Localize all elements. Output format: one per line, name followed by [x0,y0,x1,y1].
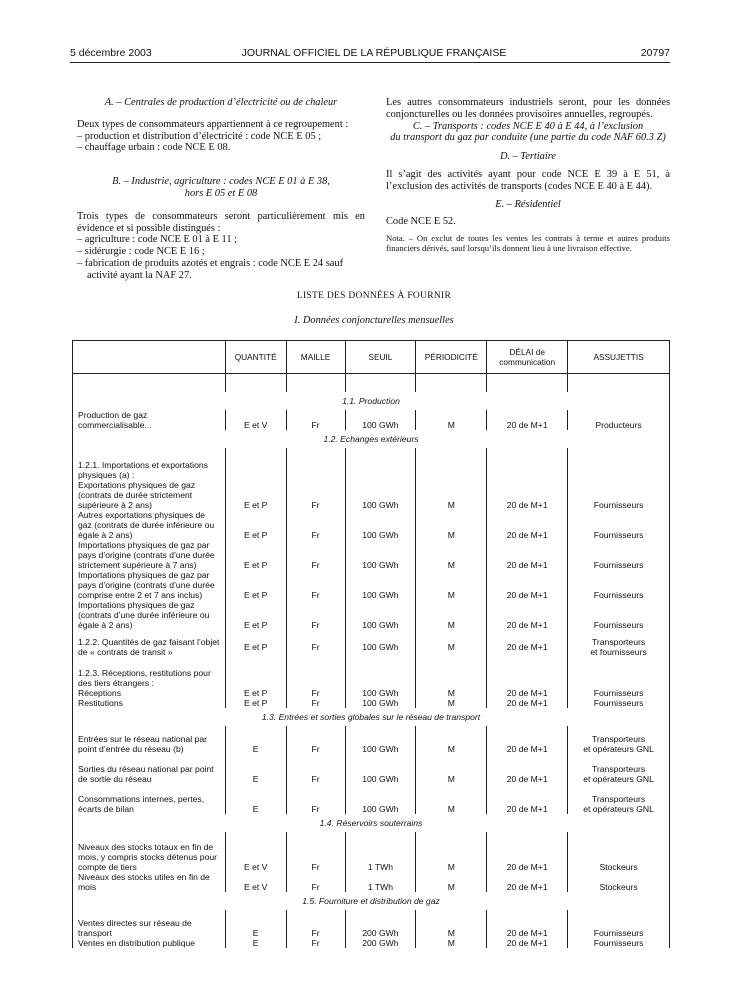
cell-seuil: 100 GWh [345,540,416,570]
row-label: Importations physiques de gaz (contrats d’une durée inférieure ou égale à 2 ans) [73,600,226,630]
header-periodicite: PÉRIODICITÉ [416,341,487,374]
cell-quantite: E et V [225,832,286,872]
cell-assujettis: Stockeurs [568,832,670,872]
cell-maille: Fr [286,600,345,630]
section-b-title-line2: hors E 05 et E 08 [184,187,258,199]
subsection-row [73,392,670,410]
header-rule [70,62,670,63]
row-label: Autres exportations physiques de gaz (contrats de durée inférieure ou égale à 2 ans) [73,510,226,540]
table-row [73,600,670,630]
section-a-intro: Deux types de consommateurs appartiennent à ce regroupement : [77,118,349,130]
table-row [73,410,670,430]
cell-seuil: 200 GWh [345,910,416,938]
nota-text: Nota. – On exclut de toutes les ventes les contrats à terme et autres produits financiers dérivés, sauf lorsqu’ils donnent lieu à une livraison effective. [386,233,670,253]
section-e-text: Code NCE E 52. [386,216,456,228]
cell-maille: Fr [286,480,345,510]
cell-seuil: 100 GWh [345,784,416,814]
cell-assujettis: Fournisseurs [568,698,670,708]
cell-delai: 20 de M+1 [487,784,568,814]
row-label: Ventes directes sur réseau de transport [73,910,226,938]
subsection-row [73,708,670,726]
table-row [73,726,670,754]
cell-assujettis: Fournisseurs [568,570,670,600]
subsection-title: 1.1. Production [73,392,670,410]
row-label: Consommations internes, pertes, écarts de bilan [73,784,226,814]
cell-quantite: E [225,754,286,784]
cell-seuil: 100 GWh [345,698,416,708]
row-label: Exportations physiques de gaz (contrats de durée strictement supérieure à 2 ans) [73,480,226,510]
cell-assujettis: Stockeurs [568,872,670,892]
section-c-title: C. – Transports : codes NCE E 40 à E 44, à l’exclusion [412,120,644,132]
cell-quantite: E et P [225,570,286,600]
section-d-title: D. – Tertiaire [499,151,557,163]
cell-quantite: E et P [225,630,286,664]
table-row [73,784,670,814]
cell-delai: 20 de M+1 [487,726,568,754]
cell-periodicite: M [416,570,487,600]
subsection-title: 1.5. Fourniture et distribution de gaz [73,892,670,910]
table-row [73,480,670,510]
row-label: Importations physiques de gaz par pays d’origine (contrats d’une durée comprise entre 2 et 7 ans inclus) [73,570,226,600]
cell-periodicite: M [416,698,487,708]
assujettis-line: Transporteurs [591,733,646,744]
cell-periodicite: M [416,784,487,814]
cell-quantite: E et P [225,688,286,698]
header-date: 5 décembre 2003 [70,47,152,59]
cell-maille: Fr [286,938,345,948]
table-row [73,938,670,948]
cell-periodicite: M [416,688,487,698]
cell-seuil: 100 GWh [345,688,416,698]
header-maille: MAILLE [286,341,345,374]
section-b-item: – fabrication de produits azotés et engrais : code NCE E 24 sauf activité ayant la NAF 27. [77,257,344,281]
table-row [73,698,670,708]
assujettis-line: Transporteurs [591,763,646,774]
table-header-row [73,341,670,374]
cell-quantite: E et P [225,480,286,510]
table-row [73,570,670,600]
cell-delai: 20 de M+1 [487,410,568,430]
row-label: Sorties du réseau national par point de sortie du réseau [73,754,226,784]
cell-maille: Fr [286,872,345,892]
cell-assujettis [568,784,670,814]
header-assujettis: ASSUJETTIS [568,341,670,374]
cell-periodicite: M [416,480,487,510]
cell-periodicite: M [416,630,487,664]
assujettis-line: et opérateurs GNL [583,803,654,814]
section-b-intro: Trois types de consommateurs seront particulièrement mis en évidence et si possible distingués : [77,210,365,234]
cell-seuil: 100 GWh [345,480,416,510]
cell-maille: Fr [286,630,345,664]
cell-maille: Fr [286,410,345,430]
cell-periodicite: M [416,754,487,784]
row-label: Entrées sur le réseau national par point d’entrée du réseau (b) [73,726,226,754]
table-row [73,510,670,540]
cell-assujettis: Fournisseurs [568,910,670,938]
table-row [73,540,670,570]
row-label: 1.2.2. Quantités de gaz faisant l’objet de « contrats de transit » [73,630,226,664]
cell-assujettis: Producteurs [568,410,670,430]
header-seuil: SEUIL [345,341,416,374]
left-column [77,97,365,282]
subsection-row [73,814,670,832]
row-label: 1.2.1. Importations et exportations physiques (a) : [73,448,226,480]
cell-seuil: 100 GWh [345,630,416,664]
cell-assujettis [568,754,670,784]
assujettis-line: Transporteurs [591,793,646,804]
right-column [386,97,670,253]
cell-seuil: 1 TWh [345,832,416,872]
cell-quantite: E et V [225,872,286,892]
subsection-title: 1.2. Echanges extérieurs [73,430,670,448]
cell-maille: Fr [286,698,345,708]
cell-seuil: 200 GWh [345,938,416,948]
cell-quantite: E et P [225,540,286,570]
cell-maille: Fr [286,540,345,570]
cell-seuil: 100 GWh [345,600,416,630]
cell-periodicite: M [416,540,487,570]
data-table [72,340,670,948]
header-page-number: 20797 [640,47,670,59]
cell-delai: 20 de M+1 [487,938,568,948]
cell-periodicite: M [416,832,487,872]
table-row [73,910,670,938]
list-subtitle: I. Données conjoncturelles mensuelles [294,315,454,326]
cell-seuil: 100 GWh [345,570,416,600]
cell-assujettis: Fournisseurs [568,510,670,540]
cell-quantite: E [225,784,286,814]
cell-assujettis: Fournisseurs [568,938,670,948]
cell-seuil: 100 GWh [345,754,416,784]
cell-assujettis: Fournisseurs [568,540,670,570]
section-b-item: – agriculture : code NCE E 01 à E 11 ; [77,234,238,246]
cell-assujettis: Fournisseurs [568,600,670,630]
cell-delai: 20 de M+1 [487,630,568,664]
cell-maille: Fr [286,784,345,814]
cell-assujettis [568,630,670,664]
cell-maille: Fr [286,510,345,540]
cell-seuil: 1 TWh [345,872,416,892]
assujettis-line: et opérateurs GNL [583,743,654,754]
cell-quantite: E [225,726,286,754]
section-a-item: – chauffage urbain : code NCE E 08. [77,142,231,154]
cell-maille: Fr [286,570,345,600]
cell-delai: 20 de M+1 [487,688,568,698]
row-label: Production de gaz commercialisable... [73,410,226,430]
table-row [73,664,670,688]
subsection-row [73,892,670,910]
table-row [73,630,670,664]
right-paragraph: Les autres consommateurs industriels seront, pour les données conjoncturelles ou les données provisoires annuelles, regroupés. [386,97,670,120]
header-delai: DÉLAI de communication [487,341,568,374]
header-journal-title: JOURNAL OFFICIEL DE LA RÉPUBLIQUE FRANÇAISE [241,47,507,59]
header-label-cell [73,341,226,374]
table-row [73,754,670,784]
cell-periodicite: M [416,726,487,754]
cell-delai: 20 de M+1 [487,698,568,708]
subsection-row [73,430,670,448]
cell-seuil: 100 GWh [345,726,416,754]
cell-delai: 20 de M+1 [487,872,568,892]
assujettis-line: et opérateurs GNL [583,773,654,784]
cell-delai: 20 de M+1 [487,540,568,570]
section-d-text: Il s’agit des activités ayant pour code NCE E 39 à E 51, à l’exclusion des activités de transports (codes NCE E 40 à E 44). [386,168,670,192]
cell-maille: Fr [286,688,345,698]
cell-assujettis: Fournisseurs [568,688,670,698]
section-e-title: E. – Résidentiel [495,198,561,210]
cell-delai: 20 de M+1 [487,570,568,600]
cell-quantite: E [225,910,286,938]
cell-periodicite: M [416,410,487,430]
section-b-title: B. – Industrie, agriculture : codes NCE E 01 à E 38, [112,176,330,188]
cell-delai: 20 de M+1 [487,910,568,938]
row-label: Ventes en distribution publique [73,938,226,948]
row-label: Réceptions [73,688,226,698]
cell-periodicite: M [416,510,487,540]
section-c-title-line2: du transport du gaz par conduite (une partie du code NAF 60.3 Z) [390,132,666,144]
cell-quantite: E et V [225,410,286,430]
assujettis-line: et fournisseurs [590,646,647,657]
cell-seuil: 100 GWh [345,510,416,540]
row-label: Niveaux des stocks totaux en fin de mois, y compris stocks détenus pour compte de tiers [73,832,226,872]
cell-delai: 20 de M+1 [487,510,568,540]
cell-periodicite: M [416,938,487,948]
section-a-title: A. – Centrales de production d’électricité ou de chaleur [104,97,338,108]
table-row [73,872,670,892]
cell-maille: Fr [286,910,345,938]
table-row [73,688,670,698]
cell-maille: Fr [286,754,345,784]
row-label: Importations physiques de gaz par pays d’origine (contrats d’une durée strictement supérieure à 7 ans) [73,540,226,570]
subsection-title: 1.4. Réservoirs souterrains [73,814,670,832]
section-a-item: – production et distribution d’électricité : code NCE E 05 ; [77,130,322,142]
cell-delai: 20 de M+1 [487,600,568,630]
cell-periodicite: M [416,910,487,938]
cell-delai: 20 de M+1 [487,832,568,872]
table-row [73,448,670,480]
cell-assujettis: Fournisseurs [568,480,670,510]
cell-periodicite: M [416,872,487,892]
cell-delai: 20 de M+1 [487,754,568,784]
subsection-title: 1.3. Entrées et sorties globales sur le réseau de transport [73,708,670,726]
row-label: Restitutions [73,698,226,708]
cell-maille: Fr [286,832,345,872]
cell-quantite: E [225,938,286,948]
cell-quantite: E et P [225,698,286,708]
header-quantite: QUANTITÉ [225,341,286,374]
assujettis-line: Transporteurs [591,636,646,647]
cell-seuil: 100 GWh [345,410,416,430]
cell-assujettis [568,726,670,754]
row-label: Niveaux des stocks utiles en fin de mois [73,872,226,892]
row-label: 1.2.3. Réceptions, restitutions pour des tiers étrangers : [73,664,226,688]
cell-quantite: E et P [225,510,286,540]
list-title: LISTE DES DONNÉES À FOURNIR [296,291,452,301]
cell-maille: Fr [286,726,345,754]
cell-delai: 20 de M+1 [487,480,568,510]
table-row [73,832,670,872]
section-b-item: – sidérurgie : code NCE E 16 ; [77,246,205,258]
cell-periodicite: M [416,600,487,630]
cell-quantite: E et P [225,600,286,630]
